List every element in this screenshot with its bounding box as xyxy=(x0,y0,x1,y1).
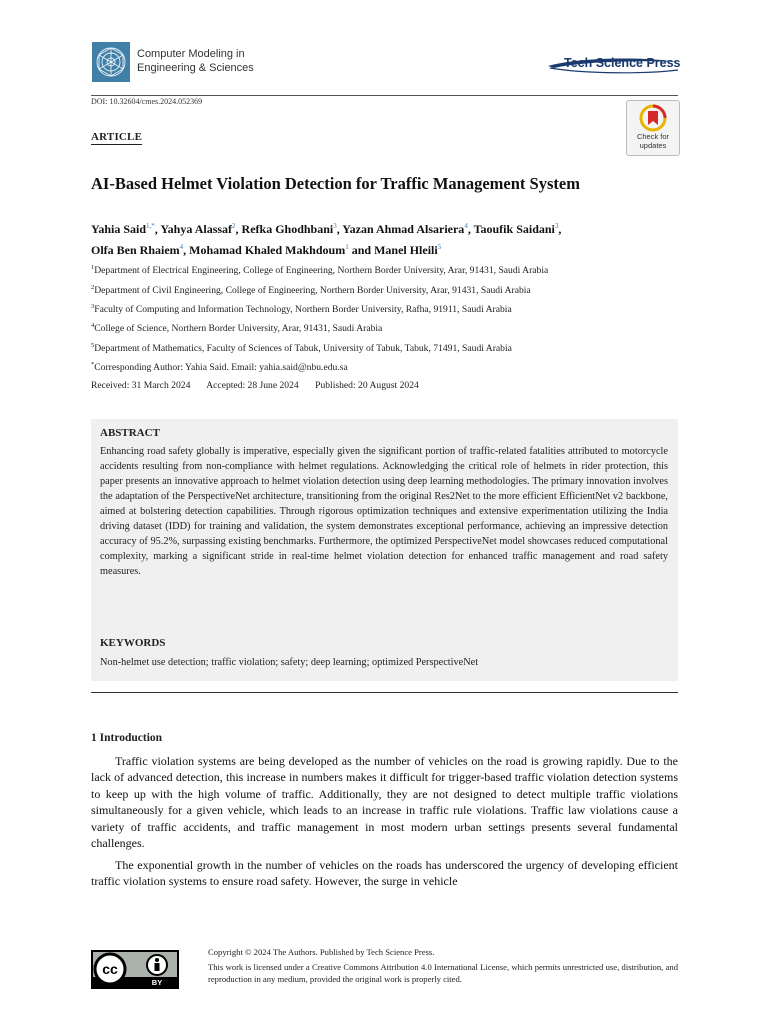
affiliation-item xyxy=(91,264,548,276)
journal-name-line1: Computer Modeling in xyxy=(137,48,245,60)
check-updates-line1: Check for xyxy=(636,132,670,141)
author-affiliation-marker[interactable]: 1 xyxy=(345,242,349,251)
affiliation-text: Department of Civil Engineering, College of Engineering, Northern Border University, Arar, 91431, Saudi Arabia xyxy=(94,285,531,297)
author-affiliation-marker[interactable]: 4 xyxy=(464,222,468,230)
affiliation-marker: 5 xyxy=(91,342,95,349)
affiliation-item xyxy=(91,284,531,296)
cc-by-icon xyxy=(91,950,179,989)
author-name: Yazan Ahmad Alsariera xyxy=(342,222,465,236)
affiliation-item xyxy=(91,342,512,354)
author-separator: , xyxy=(154,222,161,236)
author-name: Taoufik Saidani xyxy=(473,222,555,236)
affiliation-text: Corresponding Author: Yahia Said. Email: yahia.said@nbu.edu.sa xyxy=(94,362,348,374)
affiliation-marker: 2 xyxy=(91,284,95,291)
bookmark-ribbon-icon xyxy=(639,104,667,132)
by-label: BY xyxy=(151,978,163,987)
affiliation-marker: 3 xyxy=(91,303,95,310)
accepted-date: Accepted: 28 June 2024 xyxy=(206,380,299,391)
author-name: Olfa Ben Rhaiem xyxy=(91,242,180,257)
copyright-notice: Copyright © 2024 The Authors. Published by Tech Science Press. xyxy=(208,947,435,957)
affiliation-marker: * xyxy=(91,361,95,368)
affiliation-text: Department of Mathematics, Faculty of Sciences of Tabuk, University of Tabuk, Tabuk, 71491, Saudi Arabia xyxy=(94,343,512,355)
journal-name xyxy=(137,47,254,75)
check-for-updates-badge[interactable] xyxy=(626,100,680,156)
journal-logo-icon xyxy=(92,42,130,82)
affiliation-text: Faculty of Computing and Information Technology, Northern Border University, Rafha, 91911, Saudi Arabia xyxy=(94,304,512,316)
published-date: Published: 20 August 2024 xyxy=(315,380,419,391)
author-affiliation-marker[interactable]: 1,* xyxy=(146,222,155,230)
author-list xyxy=(91,218,691,259)
affiliation-item xyxy=(91,303,512,315)
cc-label: cc xyxy=(102,961,118,977)
journal-name-line2: Engineering & Sciences xyxy=(137,62,254,74)
paper-title: AI-Based Helmet Violation Detection for Traffic Management System xyxy=(91,174,580,193)
header-rule xyxy=(91,95,678,96)
license-notice: This work is licensed under a Creative Commons Attribution 4.0 International License, which permits unrestricted use, distribution, and reproduction in any medium, provided the original work is properly cited. xyxy=(208,962,678,984)
affiliation-marker: 1 xyxy=(91,264,95,271)
author-separator: , xyxy=(235,222,242,236)
author-separator: , xyxy=(183,242,190,257)
journal-logo xyxy=(92,42,130,82)
author-separator: , xyxy=(336,222,343,236)
keywords-text: Non-helmet use detection; traffic violation; safety; deep learning; optimized PerspectiveNet xyxy=(100,657,479,668)
publisher-name: Tech Science Press xyxy=(564,56,681,70)
author-name: Mohamad Khaled Makhdoum xyxy=(189,242,346,257)
article-type-label: ARTICLE xyxy=(91,131,143,143)
doi[interactable]: DOI: 10.32604/cmes.2024.052369 xyxy=(91,97,203,106)
keywords-heading: KEYWORDS xyxy=(100,637,166,649)
publication-dates xyxy=(91,380,433,391)
abstract-heading: ABSTRACT xyxy=(100,427,160,439)
author-separator: , xyxy=(558,222,562,236)
author-separator-and: and xyxy=(348,242,375,257)
author-separator: , xyxy=(467,222,474,236)
check-updates-line2: updates xyxy=(639,140,667,150)
author-name: Refka Ghodhbani xyxy=(241,222,334,236)
cc-by-license-badge[interactable] xyxy=(91,950,179,989)
introduction-paragraph-2: The exponential growth in the number of vehicles on the roads has underscored the urgency of developing efficient traffic violation systems to ensure road safety. However, the surge in vehicle xyxy=(91,858,678,889)
author-name: Manel Hleili xyxy=(374,242,438,257)
author-affiliation-marker[interactable]: 4 xyxy=(179,242,184,251)
author-name: Yahia Said xyxy=(91,222,147,236)
received-date: Received: 31 March 2024 xyxy=(91,380,191,391)
affiliation-item xyxy=(91,322,382,334)
abstract-divider xyxy=(91,692,678,693)
author-affiliation-marker[interactable]: 3 xyxy=(333,222,337,230)
author-affiliation-marker[interactable]: 3 xyxy=(554,222,559,230)
section-heading-introduction: 1 Introduction xyxy=(91,732,163,744)
author-affiliation-marker[interactable]: 5 xyxy=(437,242,442,251)
affiliation-text: College of Science, Northern Border University, Arar, 91431, Saudi Arabia xyxy=(94,323,383,335)
affiliation-text: Department of Electrical Engineering, College of Engineering, Northern Border University, Arar, 91431, Saudi Arabia xyxy=(94,265,549,277)
abstract-text: Enhancing road safety globally is imperative, especially given the significant portion of traffic-related fatalities attributed to motorcycle accidents resulting from non-compliance with helmet regulations. Acknowledging the critical role of helmets in rider protection, this paper presents an innovative approach to helmet violation detection using deep learning methodologies. The primary innovation involves the adaptation of the PerspectiveNet architecture, transitioning from the original Res2Net to the more efficient EfficientNet v2 backbone, aimed at bolstering detection capabilities. Through rigorous optimization techniques and extensive experimentation utilizing the India driving dataset (IDD) for training and validation, the system demonstrates exceptional performance, achieving an impressive detection accuracy of 95.2%, surpassing existing benchmarks. Furthermore, the optimized PerspectiveNet model showcases reduced computational complexity, marking a significant stride in real-time helmet violation detection for enhanced traffic management and road safety measures. xyxy=(100,446,668,577)
introduction-paragraph-1: Traffic violation systems are being developed as the number of vehicles on the road is growing rapidly. Due to the lack of advanced detection, this increase in numbers makes it difficult for trigger-based traffic violation detection systems to keep up with the high volume of traffic. Additionally, they are not designed to detect multiple traffic violations simultaneously for a given vehicle, which leads to an increase in traffic rule violations. Traffic law violations cause a variety of traffic accidents, and traffic management in most modern urban settings presents several fundamental challenges. xyxy=(91,754,678,851)
affiliation-item[interactable] xyxy=(91,361,348,373)
author-name: Yahya Alassaf xyxy=(160,222,233,236)
affiliation-marker: 4 xyxy=(91,322,95,329)
author-affiliation-marker[interactable]: 2 xyxy=(232,222,236,230)
publisher-logo xyxy=(546,54,680,76)
